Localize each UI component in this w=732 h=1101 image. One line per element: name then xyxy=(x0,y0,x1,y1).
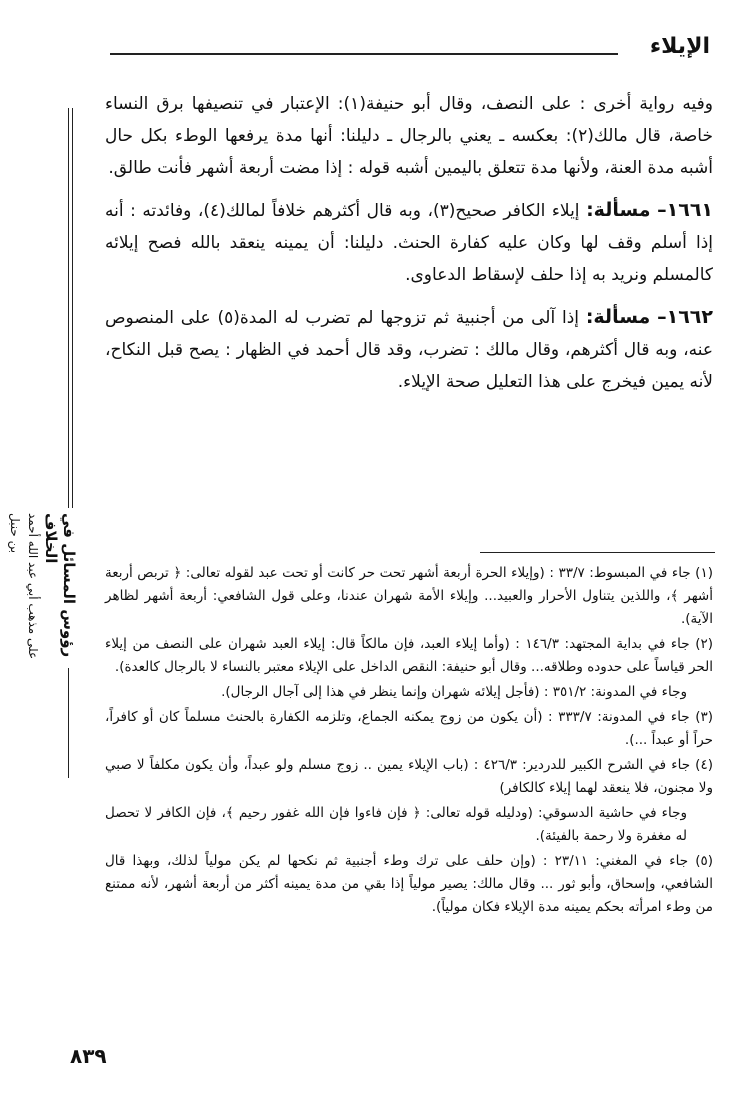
book-title-line1: رؤوس المسائل في الخلاف xyxy=(42,513,78,658)
footnote-4-extra: وجاء في حاشية الدسوقي: (ودليله قوله تعالى: ﴿ فإن فاءوا فإن الله غفور رحيم ﴾، فإن الكافر لا تحصل له مغفرة ولا رحمة بالفيئة). xyxy=(105,805,687,844)
issue-number: ١٦٦٢– xyxy=(657,306,713,328)
footnote-2-extra: وجاء في المدونة: ٣٥١/٢ : (فأجل إيلائه شهران وإنما ينظر في هذا إلى آجال الرجال). xyxy=(221,684,687,700)
footnote-4: (٤) جاء في الشرح الكبير للدردير: ٤٢٦/٣ : (باب الإيلاء يمين .. زوج مسلم ولو عبداً، وأن يكون مكلفاً لا صبي ولا مجنون، فلا ينعقد لهما إيلاء كالكافر) xyxy=(105,757,713,796)
header-rule xyxy=(110,53,618,55)
issue-text: إذا آلى من أجنبية ثم تزوجها لم تضرب له المدة(٥) على المنصوص عنه، وبه قال أكثرهم، وقال مالك : تضرب، وقد قال أحمد في الظهار : يصح قبل النكاح، لأنه يمين فيخرج على هذا التعليل صحة الإيلاء. xyxy=(105,308,713,392)
footnotes xyxy=(105,562,713,921)
issue-1662 xyxy=(105,301,713,398)
book-title-line2: على مذهب أبي عبد الله أحمد بن حنبل xyxy=(8,513,40,660)
footnote-3: (٣) جاء في المدونة: ٣٣٣/٧ : (أن يكون من زوج يمكنه الجماع، وتلزمه الكفارة بالحنث مسلماً كان أو كافراً، حراً أو عبداً ...). xyxy=(105,709,714,748)
issue-label: مسألة: xyxy=(586,199,651,221)
side-rule xyxy=(68,668,69,778)
book-title-vertical xyxy=(8,513,78,663)
header-title: الإيلاء xyxy=(649,34,710,59)
issue-text: إيلاء الكافر صحيح(٣)، وبه قال أكثرهم خلافاً لمالك(٤)، وفائدته : أنه إذا أسلم وقف لها وكان عليه كفارة الحنث. دليلنا: أن يمينه ينعقد بالله فصح إيلائه كالمسلم ونريد به إذا حلف لإسقاط الدعاوى. xyxy=(105,201,713,285)
main-text xyxy=(105,88,713,408)
side-margin xyxy=(8,108,88,778)
paragraph: وفيه رواية أخرى : على النصف، وقال أبو حنيفة(١): الإعتبار في تنصيفها برق النساء خاصة، قال مالك(٢): بعكسه ـ يعني بالرجال ـ دليلنا: أنها مدة يرفعها الوطء بكل حال أشبه مدة العنة، ولأنها مدة تتعلق باليمين أشبه قوله : إذا مضت أربعة أشهر فأنت طالق. xyxy=(105,94,713,178)
issue-1661 xyxy=(105,194,713,291)
issue-label: مسألة: xyxy=(585,306,651,328)
running-header xyxy=(110,34,710,64)
side-rule xyxy=(68,108,69,508)
footnote-2: (٢) جاء في بداية المجتهد: ١٤٦/٣ : (وأما إيلاء العبد، فإن مالكاً قال: إيلاء العبد شهران على النصف من إيلاء الحر قياساً على حدوده وطلاقه... وقال أبو حنيفة: النقص الداخل على الإيلاء معتبر بالنساء لا بالرجال كالعدة). xyxy=(105,636,714,675)
issue-number: ١٦٦١– xyxy=(657,199,714,221)
footnote-1: (١) جاء في المبسوط: ٣٣/٧ : (وإيلاء الحرة أربعة أشهر تحت حر كانت أو تحت عبد لقوله تعالى: ﴿ تربص أربعة أشهر ﴾، واللذين يتناول الأحرار والعبيد... وإيلاء الأمة شهران عندنا، وعلى قول الشافعي: أربعة أشهر لظاهر الآية). xyxy=(105,565,713,627)
page-number: ٨٣٩ xyxy=(70,1044,107,1068)
footnote-separator xyxy=(480,552,715,553)
side-rule xyxy=(72,108,73,508)
footnote-5: (٥) جاء في المغني: ٢٣/١١ : (وإن حلف على ترك وطء أجنبية ثم نكحها لم يكن مولياً لذلك، وبهذا قال الشافعي، وإسحاق، وأبو ثور ... وقال مالك: يصير مولياً إذا بقي من مدة يمينه أكثر من أربعة أشهر، لأنه ممتنع من وطء امرأته بحكم يمينه مدة الإيلاء فكان مولياً). xyxy=(105,853,714,915)
